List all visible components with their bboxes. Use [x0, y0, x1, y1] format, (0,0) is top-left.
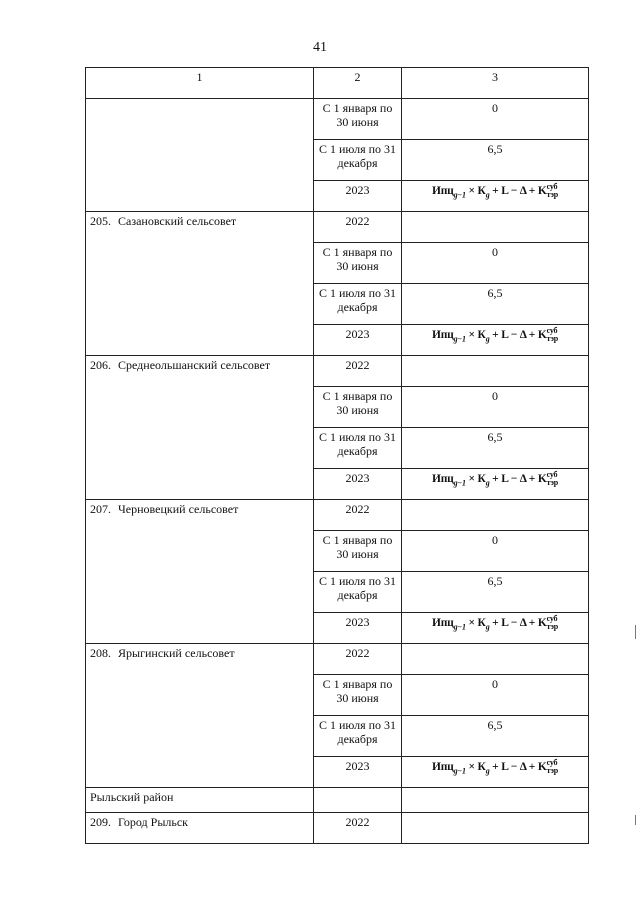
formula-cell — [402, 757, 589, 788]
value-cell — [402, 500, 589, 531]
table-row — [86, 644, 589, 675]
indexation-formula: $Ипц_{g-1} \times К_g + L - \Delta + K$ суб тэр — [431, 614, 559, 632]
value-cell — [402, 813, 589, 844]
scan-edge-mark — [635, 815, 636, 825]
column-header: 3 — [402, 68, 589, 99]
value-cell: 0 — [402, 243, 589, 284]
year-cell: 2022 — [314, 356, 402, 387]
district-name: Рыльский район — [86, 788, 314, 813]
value-cell: 0 — [402, 531, 589, 572]
data-table — [85, 67, 589, 844]
district-row — [86, 788, 589, 813]
value-cell: 0 — [402, 675, 589, 716]
indexation-formula: $Ипц_{g-1} \times К_g + L - \Delta + K$ суб тэр — [431, 182, 559, 200]
year-cell: 2023 — [314, 757, 402, 788]
period-cell: С 1 января по 30 июня — [314, 243, 402, 284]
formula-cell — [402, 469, 589, 500]
municipality-cell: 208. Ярыгинский сельсовет — [86, 644, 314, 788]
year-cell: 2022 — [314, 813, 402, 844]
value-cell: 6,5 — [402, 140, 589, 181]
year-cell: 2023 — [314, 613, 402, 644]
header-row — [86, 68, 589, 99]
value-cell: 6,5 — [402, 284, 589, 325]
period-cell: С 1 июля по 31 декабря — [314, 140, 402, 181]
value-cell — [402, 356, 589, 387]
column-header: 2 — [314, 68, 402, 99]
year-cell: 2022 — [314, 212, 402, 243]
table-row — [86, 212, 589, 243]
value-cell — [402, 644, 589, 675]
table-row — [86, 356, 589, 387]
page-number: 41 — [313, 40, 327, 55]
period-cell: С 1 января по 30 июня — [314, 675, 402, 716]
value-cell: 6,5 — [402, 572, 589, 613]
year-cell: 2023 — [314, 181, 402, 212]
municipality-cell: 207. Черновецкий сельсовет — [86, 500, 314, 644]
table-row — [86, 500, 589, 531]
year-cell: 2023 — [314, 469, 402, 500]
period-cell — [314, 788, 402, 813]
period-cell: С 1 июля по 31 декабря — [314, 428, 402, 469]
municipality-cell — [86, 99, 314, 212]
municipality-cell: 209. Город Рыльск — [86, 813, 314, 844]
period-cell: С 1 января по 30 июня — [314, 531, 402, 572]
year-cell: 2022 — [314, 500, 402, 531]
scan-edge-mark — [635, 625, 636, 639]
period-cell: С 1 июля по 31 декабря — [314, 284, 402, 325]
formula-cell — [402, 181, 589, 212]
indexation-formula: $Ипц_{g-1} \times К_g + L - \Delta + K$ суб тэр — [431, 326, 559, 344]
indexation-formula: $Ипц_{g-1} \times К_g + L - \Delta + K$ суб тэр — [431, 758, 559, 776]
formula-cell — [402, 613, 589, 644]
period-cell: С 1 января по 30 июня — [314, 387, 402, 428]
municipality-cell: 205. Сазановский сельсовет — [86, 212, 314, 356]
value-cell: 6,5 — [402, 716, 589, 757]
table-row — [86, 99, 589, 140]
value-cell — [402, 788, 589, 813]
municipality-cell: 206. Среднеольшанский сельсовет — [86, 356, 314, 500]
table-row — [86, 813, 589, 844]
value-cell: 0 — [402, 387, 589, 428]
value-cell — [402, 212, 589, 243]
period-cell: С 1 июля по 31 декабря — [314, 572, 402, 613]
value-cell: 6,5 — [402, 428, 589, 469]
year-cell: 2023 — [314, 325, 402, 356]
value-cell: 0 — [402, 99, 589, 140]
formula-cell — [402, 325, 589, 356]
period-cell: С 1 июля по 31 декабря — [314, 716, 402, 757]
column-header: 1 — [86, 68, 314, 99]
period-cell: С 1 января по 30 июня — [314, 99, 402, 140]
indexation-formula: $Ипц_{g-1} \times К_g + L - \Delta + K$ суб тэр — [431, 470, 559, 488]
year-cell: 2022 — [314, 644, 402, 675]
